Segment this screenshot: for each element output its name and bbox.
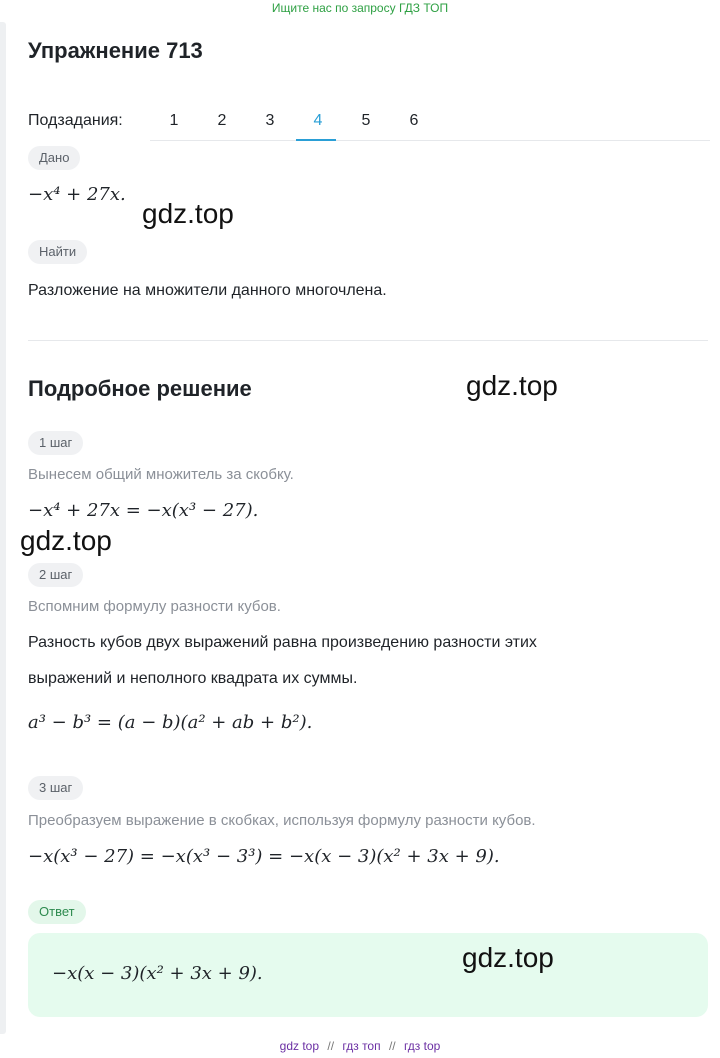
divider (28, 340, 708, 341)
left-rule (0, 22, 6, 1034)
step-3-badge: 3 шаг (28, 776, 83, 800)
page-title: Упражнение 713 (28, 38, 203, 63)
watermark: gdz.top (462, 942, 554, 973)
subtask-tabs (150, 100, 710, 141)
watermark: gdz.top (20, 525, 112, 556)
given-badge: Дано (28, 146, 80, 170)
step-2-badge: 2 шаг (28, 563, 83, 587)
step-1-expression: −x⁴ + 27x = −x(x³ − 27). (28, 500, 259, 521)
tab-subtask-6[interactable]: 6 (409, 112, 419, 129)
step-2-text-line-2: выражений и неполного квадрата их суммы. (28, 670, 358, 687)
footer-separator: // (388, 1039, 396, 1053)
footer-separator: // (327, 1039, 335, 1053)
find-text: Разложение на множители данного многочлена. (28, 282, 387, 299)
answer-expression: −x(x − 3)(x² + 3x + 9). (52, 963, 263, 984)
step-3-hint: Преобразуем выражение в скобках, используя формулу разности кубов. (28, 812, 536, 829)
step-1-badge: 1 шаг (28, 431, 83, 455)
watermark: gdz.top (466, 370, 558, 401)
step-3-expression: −x(x³ − 27) = −x(x³ − 3³) = −x(x − 3)(x² + 3x + 9). (28, 846, 500, 867)
solution-title: Подробное решение (28, 376, 252, 401)
step-1-hint: Вынесем общий множитель за скобку. (28, 466, 294, 483)
find-badge: Найти (28, 240, 87, 264)
step-2-text-line-1: Разность кубов двух выражений равна произведению разности этих (28, 634, 537, 651)
search-banner: Ищите нас по запросу ГДЗ ТОП (271, 1, 449, 15)
tab-subtask-1[interactable]: 1 (169, 112, 179, 129)
exercise-card (10, 20, 720, 1036)
step-2-expression: a³ − b³ = (a − b)(a² + ab + b²). (28, 712, 313, 733)
footer (0, 1039, 720, 1053)
answer-box (28, 933, 708, 1017)
watermark: gdz.top (142, 198, 234, 229)
subtasks-label: Подзадания: (28, 112, 123, 129)
tab-subtask-4[interactable]: 4 (294, 100, 342, 140)
footer-link-3[interactable]: гдз top (403, 1039, 441, 1053)
tab-subtask-5[interactable]: 5 (361, 112, 371, 129)
tab-subtask-3[interactable]: 3 (265, 112, 275, 129)
answer-badge: Ответ (28, 900, 86, 924)
given-expression: −x⁴ + 27x. (28, 184, 126, 205)
step-2-hint: Вспомним формулу разности кубов. (28, 598, 281, 615)
footer-link-1[interactable]: gdz top (279, 1039, 320, 1053)
tab-subtask-2[interactable]: 2 (217, 112, 227, 129)
footer-link-2[interactable]: гдз топ (342, 1039, 381, 1053)
